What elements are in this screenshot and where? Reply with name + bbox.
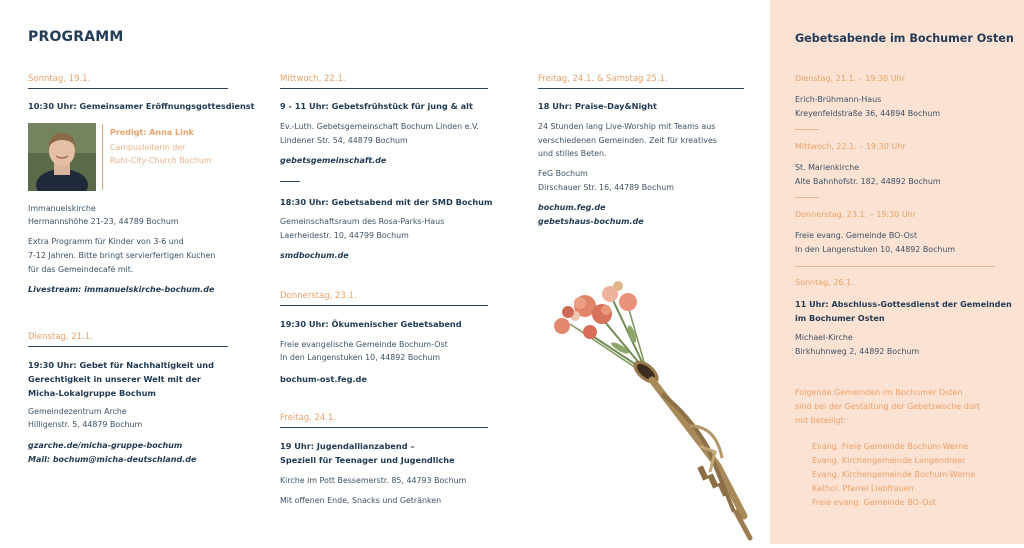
panel-divider (795, 266, 995, 267)
smd-link[interactable]: smdbochum.de (280, 251, 349, 260)
panel-venue-name: Freie evang. Gemeinde BO-Ost (795, 231, 918, 240)
day-label-friday-saturday: Freitag, 24.1. & Samstag 25.1. (538, 74, 668, 84)
venue-address: Hermannshöhe 21-23, 44789 Bochum (28, 217, 179, 226)
livestream-link[interactable]: Livestream: immanuelskirche-bochum.de (28, 285, 215, 294)
day-label-tuesday: Dienstag, 21.1. (28, 332, 93, 342)
event-title-ecumenical: 19:30 Uhr: Ökumenischer Gebetsabend (280, 319, 462, 329)
event-desc-line2: verschiedenen Gemeinden. Zeit für kreatives (538, 136, 717, 145)
feg-bochum-link[interactable]: bochum.feg.de (538, 203, 606, 212)
venue-address: In den Langenstuken 10, 44892 Bochum (280, 353, 441, 362)
panel-event-title-line2: im Bochumer Osten (795, 313, 885, 323)
panel-venue-address: Birkhuhnweg 2, 44892 Bochum (795, 347, 920, 356)
venue-address: Dirschauer Str. 16, 44789 Bochum (538, 183, 674, 192)
panel-day-sunday: Sonntag, 26.1. (795, 278, 854, 287)
event-title-opening-service: 10:30 Uhr: Gemeinsamer Eröffnungsgottesdienst (28, 101, 255, 111)
feg-link[interactable]: bochum-ost.feg.de (280, 374, 367, 384)
congregation-item: Kathol. Pfarrei Liebfrauen (812, 484, 914, 493)
panel-event-title-line1: 11 Uhr: Abschluss-Gottesdienst der Gemeinden (795, 299, 1012, 309)
short-divider (280, 181, 300, 182)
gebetshaus-link[interactable]: gebetshaus-bochum.de (538, 217, 644, 226)
panel-venue-name: St. Marienkirche (795, 163, 860, 172)
panel-short-divider (795, 197, 819, 198)
event-desc-line1: 24 Stunden lang Live-Worship mit Teams aus (538, 122, 716, 131)
preacher-role-line2: Ruhr-City-Church Bochum (110, 156, 212, 165)
venue-address: Hilligenstr. 5, 44879 Bochum (28, 420, 143, 429)
venue-address: Kirche im Pott Bessemerstr. 85, 44793 Bochum (280, 476, 467, 485)
event-title-line1: 19:30 Uhr: Gebet für Nachhaltigkeit und (28, 360, 214, 370)
page-title: PROGRAMM (28, 29, 124, 45)
day-label-wednesday: Mittwoch, 22.1. (280, 74, 346, 84)
venue-name: FeG Bochum (538, 169, 588, 178)
extra-info-line1: Extra Programm für Kinder von 3-6 und (28, 237, 184, 246)
panel-venue-address: Kreyenfeldstraße 36, 44894 Bochum (795, 109, 941, 118)
panel-short-divider (795, 129, 819, 130)
day-label-sunday: Sonntag, 19.1. (28, 74, 91, 84)
panel-title: Gebetsabende im Bochumer Osten (795, 32, 1014, 45)
venue-address: Lindener Str. 54, 44879 Bochum (280, 136, 408, 145)
event-title-youth-line1: 19 Uhr: Jugendallianzabend – (280, 441, 415, 451)
venue-name: Gemeinschaftsraum des Rosa-Parks-Haus (280, 217, 445, 226)
panel-day-thursday: Donnerstag, 23.1. – 19:30 Uhr (795, 210, 917, 219)
congregation-item: Evang. Freie Gemeinde Bochum-Werne (812, 442, 969, 451)
panel-note-line1: Folgende Gemeinden im Bochumer Osten (795, 388, 963, 397)
venue-name: Ev.-Luth. Gebetsgemeinschaft Bochum Linden e.V. (280, 122, 479, 131)
micha-group-link[interactable]: gzarche.de/micha-gruppe-bochum (28, 441, 183, 450)
venue-name: Immanuelskirche (28, 204, 96, 213)
trumpet-flowers-image (540, 276, 772, 544)
panel-day-tuesday: Dienstag, 21.1. – 19:30 Uhr (795, 74, 905, 83)
panel-venue-address: Alte Bahnhofstr. 182, 44892 Bochum (795, 177, 941, 186)
panel-note-line2: sind bei der Gestaltung der Gebetswoche dort (795, 402, 981, 411)
event-title-smd: 18:30 Uhr: Gebetsabend mit der SMD Bochum (280, 197, 493, 207)
event-desc-line3: und stilles Beten. (538, 149, 607, 158)
event-title-line3: Micha-Lokalgruppe Bochum (28, 388, 156, 398)
panel-venue-name: Michael-Kirche (795, 333, 853, 342)
micha-mail-link[interactable]: Mail: bochum@micha-deutschland.de (28, 455, 197, 464)
extra-info-line2: 7-12 Jahren. Bitte bringt servierfertigen Kuchen (28, 251, 216, 260)
day-label-thursday: Donnerstag, 23.1. (280, 291, 357, 301)
day-label-friday: Freitag, 24.1. (280, 413, 337, 423)
venue-name: Freie evangelische Gemeinde Bochum-Ost (280, 340, 448, 349)
panel-note-line3: mit beteiligt: (795, 416, 847, 425)
divider (280, 305, 488, 306)
congregation-item: Freie evang. Gemeinde BO-Ost (812, 498, 936, 507)
gebetsgemeinschaft-link[interactable]: gebetsgemeinschaft.de (280, 156, 387, 165)
divider (280, 88, 488, 89)
venue-name: Gemeindezentrum Arche (28, 407, 127, 416)
panel-venue-name: Erich-Brühmann-Haus (795, 95, 882, 104)
event-title-prayer-breakfast: 9 - 11 Uhr: Gebetsfrühstück für jung & alt (280, 101, 473, 111)
extra-info-line3: für das Gemeindecafé mit. (28, 265, 134, 274)
divider (28, 88, 228, 89)
photo-accent-bar (102, 124, 103, 190)
divider (280, 427, 488, 428)
preacher-name: Predigt: Anna Link (110, 128, 194, 137)
preacher-role-line1: Campusleiterin der (110, 143, 186, 152)
event-title-youth-line2: Speziell für Teenager und Jugendliche (280, 455, 455, 465)
panel-day-wednesday: Mittwoch, 22.1. – 19:30 Uhr (795, 142, 906, 151)
venue-address: Laerheidestr. 10, 44799 Bochum (280, 231, 409, 240)
event-title-line2: Gerechtigkeit in unserer Welt mit der (28, 374, 201, 384)
congregation-item: Evang. Kirchengemeinde Bochum-Werne (812, 470, 976, 479)
congregation-item: Evang. Kirchengemeinde Langendreer (812, 456, 966, 465)
divider (538, 88, 744, 89)
event-title-praise: 18 Uhr: Praise-Day&Night (538, 101, 657, 111)
divider (28, 346, 228, 347)
event-note: Mit offenen Ende, Snacks und Getränken (280, 496, 442, 505)
panel-venue-address: In den Langenstuken 10, 44892 Bochum (795, 245, 956, 254)
preacher-photo (28, 123, 96, 191)
